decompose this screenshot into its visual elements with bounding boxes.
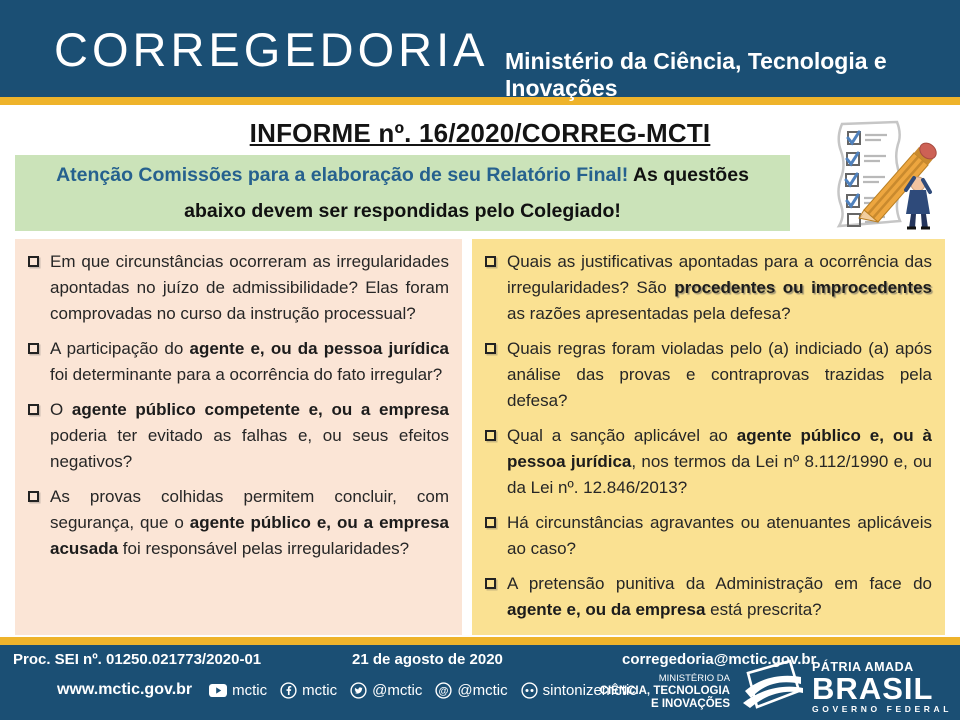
gold-divider-bottom	[0, 637, 960, 645]
question-text: Em que circunstâncias ocorreram as irregularidades apontadas no juízo de admissibilidade? Elas foram comprovadas no curso da instrução processual?	[50, 252, 449, 323]
corregedoria-logo: CORREGEDORIA	[54, 23, 489, 76]
question-text: A pretensão punitiva da Administração em face do agente e, ou da empresa está prescrita?	[507, 574, 932, 619]
social-item	[435, 682, 507, 699]
svg-text:@: @	[438, 685, 449, 697]
attention-banner	[15, 155, 790, 231]
checkbox-bullet-icon	[485, 430, 496, 441]
checkbox-bullet-icon	[28, 491, 39, 502]
ministry-line2: CIÊNCIA, TECNOLOGIA	[599, 685, 730, 697]
questions-columns	[15, 239, 945, 635]
checkbox-bullet-icon	[485, 256, 496, 267]
process-number: Proc. SEI nº. 01250.021773/2020-01	[13, 651, 262, 668]
patria-amada-label: PÁTRIA AMADA	[812, 660, 914, 675]
youtube-icon	[209, 684, 227, 697]
social-row	[57, 681, 637, 699]
question-item	[26, 397, 449, 475]
facebook-icon	[280, 682, 297, 699]
website-url: www.mctic.gov.br	[57, 681, 193, 698]
banner-highlight-text: Atenção Comissões para a elaboração de seu Relatório Final!	[56, 164, 629, 186]
question-item	[483, 336, 932, 414]
question-item	[483, 571, 932, 623]
brasil-flag-icon	[741, 658, 805, 717]
question-item	[483, 423, 932, 501]
social-item	[280, 682, 337, 699]
governo-federal-label: GOVERNO FEDERAL	[812, 704, 952, 715]
header-band	[0, 0, 960, 101]
gov-brasil-logo	[741, 658, 952, 717]
checkbox-bullet-icon	[485, 578, 496, 589]
checkbox-bullet-icon	[28, 256, 39, 267]
checklist-pencil-illustration	[802, 118, 952, 237]
question-item	[26, 336, 449, 388]
footer-ministry-block	[600, 672, 730, 711]
social-label: mctic	[302, 681, 338, 699]
ministry-line1: MINISTÉRIO DA	[658, 673, 730, 684]
page-title: INFORME nº. 16/2020/CORREG-MCTI	[249, 118, 711, 148]
instagram-icon	[435, 682, 452, 699]
question-item	[483, 510, 932, 562]
social-label: mctic	[232, 681, 268, 699]
ministry-name: Ministério da Ciência, Tecnologia e Inovações	[505, 48, 887, 101]
checkbox-bullet-icon	[28, 404, 39, 415]
checkbox-bullet-icon	[28, 343, 39, 354]
social-item	[350, 682, 422, 699]
footer-band	[0, 645, 960, 720]
question-text: Qual a sanção aplicável ao agente público e, ou à pessoa jurídica, nos termos da Lei nº 8.112/1990 e, ou da Lei nº. 12.846/2013?	[507, 426, 933, 497]
question-text: As provas colhidas permitem concluir, com segurança, que o agente público e, ou a empresa acusada foi responsável pelas irregularidades?	[50, 487, 449, 558]
question-text: Quais regras foram violadas pelo (a) indiciado (a) após análise das provas e contraprovas trazidas pela defesa?	[507, 339, 932, 410]
checkbox-bullet-icon	[485, 343, 496, 354]
social-label: @mctic	[372, 681, 423, 699]
ministry-line3: E INOVAÇÕES	[650, 698, 730, 710]
questions-panel-left	[15, 239, 462, 635]
footer-email: corregedoria@mctic.gov.br	[622, 651, 817, 668]
question-text: A participação do agente e, ou da pessoa jurídica foi determinante para a ocorrência do fato irregular?	[50, 339, 449, 384]
footer-date: 21 de agosto de 2020	[352, 651, 503, 668]
social-label: @mctic	[457, 681, 508, 699]
question-item	[483, 249, 932, 327]
banner-rest-text: As questões abaixo devem ser respondidas pelo Colegiado!	[184, 164, 749, 222]
gov-logo-text	[812, 661, 952, 713]
twitter-icon	[350, 682, 367, 699]
questions-panel-right	[472, 239, 945, 635]
social-label: sintonizemctic	[542, 681, 637, 699]
social-item	[209, 682, 267, 699]
question-item	[26, 484, 449, 562]
question-text: Quais as justificativas apontadas para a ocorrência das irregularidades? São procedentes ou improcedentes as razões apresentadas pela defesa?	[507, 252, 932, 323]
question-text: Há circunstâncias agravantes ou atenuantes aplicáveis ao caso?	[507, 513, 932, 558]
question-text: O agente público competente e, ou a empresa poderia ter evitado as falhas e, ou seus efeitos negativos?	[50, 400, 449, 471]
checkbox-bullet-icon	[485, 517, 496, 528]
brasil-label: BRASIL	[812, 670, 934, 706]
question-item	[26, 249, 449, 327]
radio-icon	[521, 682, 538, 699]
